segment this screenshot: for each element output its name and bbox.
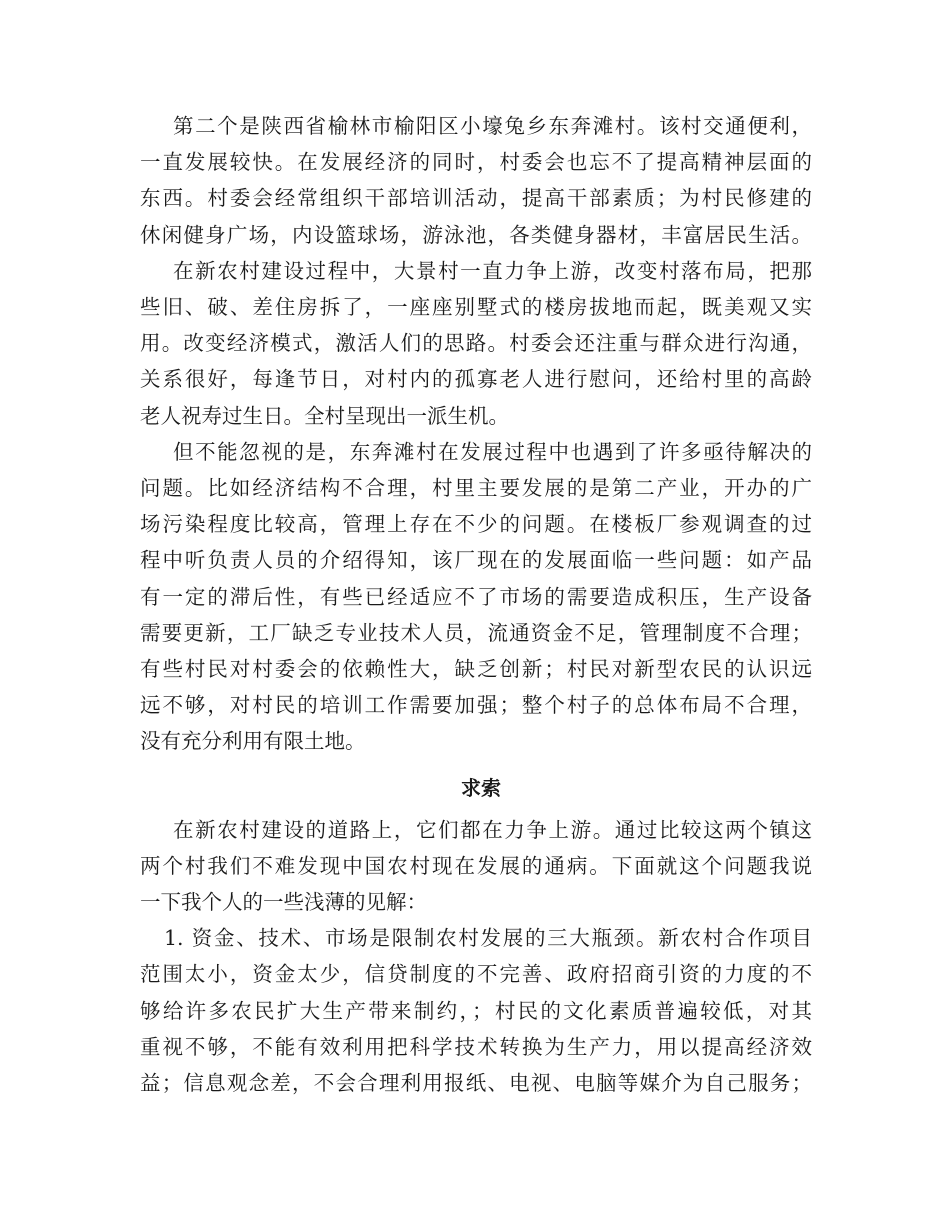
text-line: 在新农村建设过程中，大景村一直力争上游，改变村落布局，把那 [173,258,812,283]
text-line: 两个村我们不难发现中国农村现在发展的通病。下面就这个问题我说 [140,853,812,878]
text-line: 东西。村委会经常组织干部培训活动，提高干部素质；为村民修建的 [140,186,812,211]
text-line: 有些村民对村委会的依赖性大，缺乏创新；村民对新型农民的认识远 [140,657,812,682]
text-line: 有一定的滞后性，有些已经适应不了市场的需要造成积压，生产设备 [140,584,812,609]
paragraph-problems [140,434,812,760]
text-line: 程中听负责人员的介绍得知，该厂现在的发展面临一些问题：如产品 [140,548,812,573]
text-line: 一直发展较快。在发展经济的同时，村委会也忘不了提高精神层面的 [140,150,812,175]
paragraph-dongbentan-intro [140,108,812,253]
text-line: 第二个是陕西省榆林市榆阳区小壕兔乡东奔滩村。该村交通便利， [173,114,812,138]
list-item [140,920,812,1101]
text-line: 场污染程度比较高，管理上存在不少的问题。在楼板厂参观调查的过 [140,512,812,537]
text-line: 用。改变经济模式，激活人们的思路。村委会还注重与群众进行沟通， [140,331,812,356]
text-line: 些旧、破、差住房拆了，一座座别墅式的楼房拔地而起，既美观又实 [140,295,812,320]
text-line: 远不够，对村民的培训工作需要加强；整个村子的总体布局不合理， [140,693,812,718]
paragraph-dajing-construction [140,253,812,434]
paragraph-reflection [140,812,812,921]
section-heading: 求索 [461,775,501,800]
text-line: 重视不够，不能有效利用把科学技术转换为生产力，用以提高经济效 [140,1034,812,1059]
text-line: 益；信息观念差，不会合理利用报纸、电视、电脑等媒介为自己服务； [140,1071,812,1096]
text-line: 需要更新，工厂缺乏专业技术人员，流通资金不足，管理制度不合理； [140,620,812,645]
text-line: 老人祝寿过生日。全村呈现出一派生机。 [140,403,509,428]
text-line: 一下我个人的一些浅薄的见解： [140,890,427,915]
text-line: 休闲健身广场，内设篮球场，游泳池，各类健身器材，丰富居民生活。 [140,222,812,247]
text-line: 在新农村建设的道路上，它们都在力争上游。通过比较这两个镇这 [173,817,812,842]
text-line: 范围太小，资金太少，信贷制度的不完善、政府招商引资的力度的不 [140,962,812,987]
text-line: 但不能忽视的是，东奔滩村在发展过程中也遇到了许多亟待解决的 [173,439,812,464]
text-line: 问题。比如经济结构不合理，村里主要发展的是第二产业，开办的广 [140,476,812,501]
text-line: 没有充分利用有限土地。 [140,729,366,754]
text-line: 够给许多农民扩大生产带来制约，；村民的文化素质普遍较低，对其 [140,998,812,1023]
text-line: 1. 资金、技术、市场是限制农村发展的三大瓶颈。新农村合作项目 [164,926,812,951]
text-line: 关系很好，每逢节日，对村内的孤寡老人进行慰问，还给村里的高龄 [140,367,812,392]
